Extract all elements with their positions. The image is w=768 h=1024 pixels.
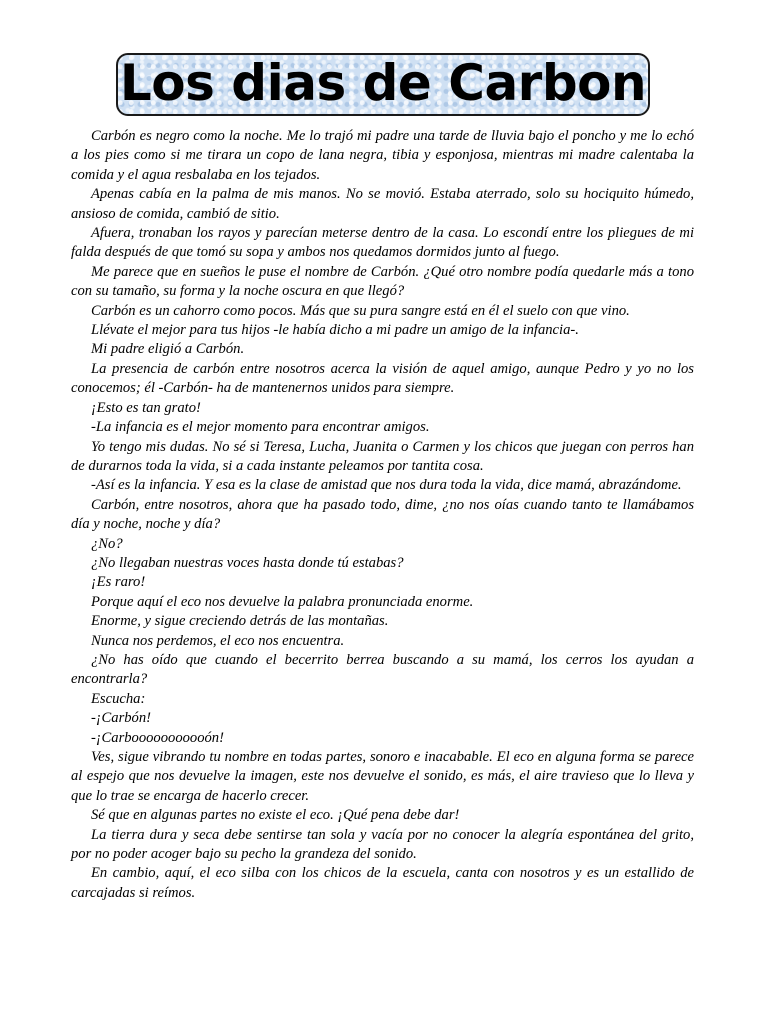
- page-title: Los dias de Carbon: [119, 53, 647, 112]
- title-banner: [116, 53, 650, 116]
- paragraph: En cambio, aquí, el eco silba con los chicos de la escuela, canta con nosotros y es un estallido de carcajadas si reímos.: [71, 865, 694, 901]
- paragraph: La presencia de carbón entre nosotros acerca la visión de aquel amigo, aunque Pedro y yo no los conocemos; él -Carbón- ha de mantenernos unidos para siempre.: [71, 360, 694, 397]
- paragraph: ¡Es raro!: [91, 574, 146, 591]
- paragraph: Me parece que en sueños le puse el nombre de Carbón. ¿Qué otro nombre podía quedarle más a tono con su tamaño, su forma y la noche oscura en que llegó?: [71, 263, 694, 300]
- paragraph: Sé que en algunas partes no existe el eco. ¡Qué pena debe dar!: [91, 807, 460, 824]
- paragraph: ¡Esto es tan grato!: [91, 399, 201, 416]
- paragraph: Llévate el mejor para tus hijos -le había dicho a mi padre un amigo de la infancia-.: [91, 322, 579, 339]
- paragraph: ¿No?: [91, 535, 123, 552]
- paragraph: Apenas cabía en la palma de mis manos. No se movió. Estaba aterrado, solo su hociquito húmedo, ansioso de comida, cambió de sitio.: [71, 186, 694, 222]
- paragraph: Yo tengo mis dudas. No sé si Teresa, Lucha, Juanita o Carmen y los chicos que juegan con perros han de durarnos toda la vida, si a cada instante peleamos por tantita cosa.: [71, 438, 694, 474]
- paragraph: Escucha:: [91, 690, 146, 707]
- story-body: [71, 127, 694, 903]
- paragraph: -La infancia es el mejor momento para encontrar amigos.: [91, 419, 430, 436]
- paragraph: Carbón, entre nosotros, ahora que ha pasado todo, dime, ¿no nos oías cuando tanto te llamábamos día y noche, noche y día?: [71, 496, 694, 533]
- paragraph: Porque aquí el eco nos devuelve la palabra pronunciada enorme.: [91, 593, 474, 610]
- paragraph: Afuera, tronaban los rayos y parecían meterse dentro de la casa. Lo escondí entre los pliegues de mi falda después de que tomó su sopa y ambos nos quedamos dormidos junto al fuego.: [71, 225, 694, 261]
- paragraph: -Así es la infancia. Y esa es la clase de amistad que nos dura toda la vida, dice mamá, abrazándome.: [91, 477, 682, 494]
- paragraph: La tierra dura y seca debe sentirse tan sola y vacía por no conocer la alegría espontánea del grito, por no poder acoger bajo su pecho la grandeza del sonido.: [71, 826, 694, 863]
- paragraph: ¿No llegaban nuestras voces hasta donde tú estabas?: [91, 554, 404, 571]
- paragraph: Mi padre eligió a Carbón.: [91, 341, 245, 358]
- paragraph: Carbón es un cahorro como pocos. Más que su pura sangre está en él el suelo con que vino.: [91, 302, 630, 319]
- paragraph: Carbón es negro como la noche. Me lo trajó mi padre una tarde de lluvia bajo el poncho y me lo echó a los pies como si me tirara un copo de lana negra, tibia y esponjosa, mientras mi madre calentaba la comida y el agua resbalaba en los tejados.: [71, 128, 694, 183]
- paragraph: -¡Carbooooooooooón!: [91, 729, 224, 746]
- paragraph: Ves, sigue vibrando tu nombre en todas partes, sonoro e inacabable. El eco en alguna forma se parece al espejo que nos devuelve la imagen, este nos devuelve el sonido, es más, el aire travieso que lo lleva y que lo trae se encarga de hacerlo crecer.: [71, 749, 694, 804]
- paragraph: Enorme, y sigue creciendo detrás de las montañas.: [91, 613, 389, 630]
- paragraph: Nunca nos perdemos, el eco nos encuentra.: [91, 632, 345, 649]
- paragraph: -¡Carbón!: [91, 710, 151, 727]
- paragraph: ¿No has oído que cuando el becerrito berrea buscando a su mamá, los cerros los ayudan a encontrarla?: [71, 651, 694, 688]
